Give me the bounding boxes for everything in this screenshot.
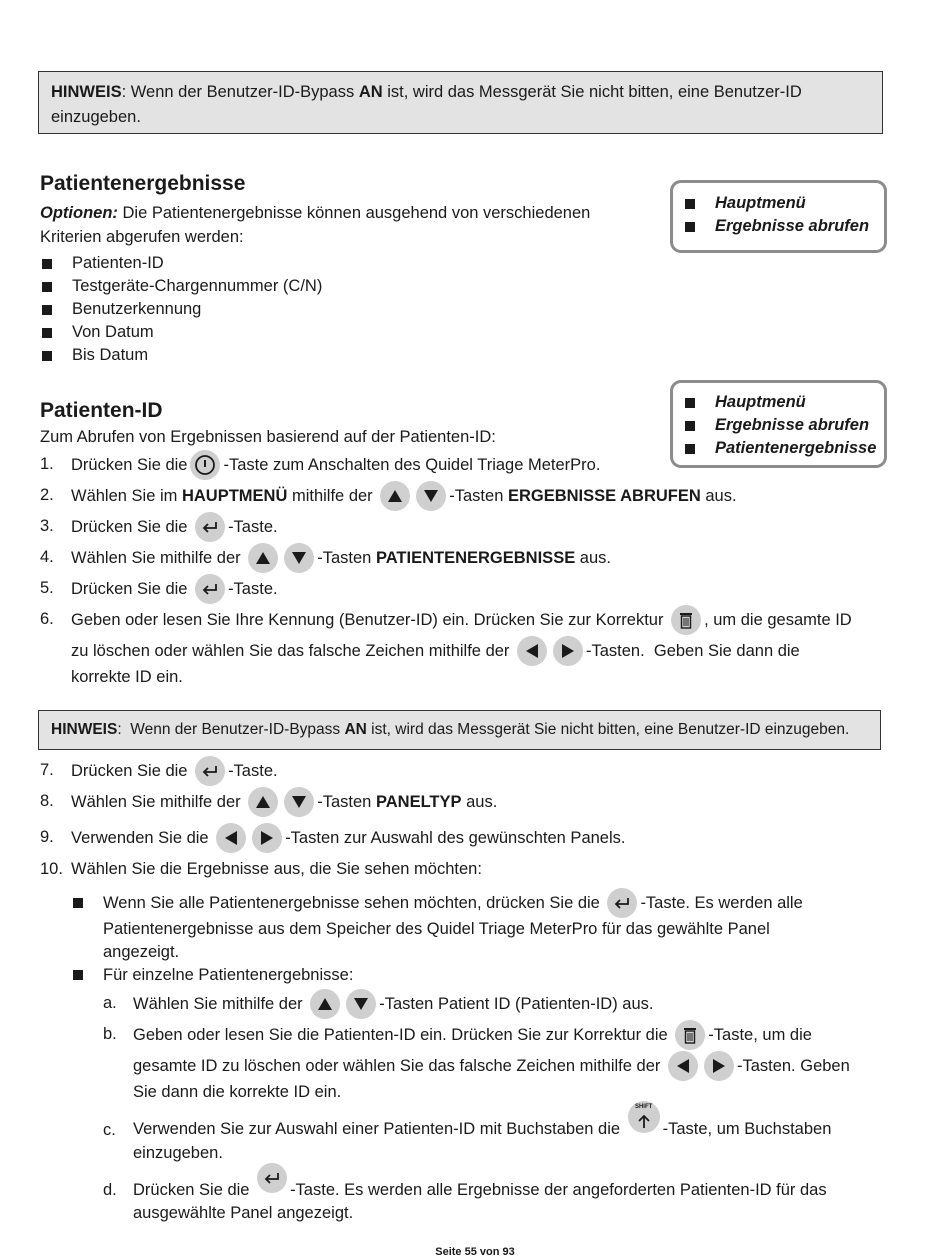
section-intro: Optionen: Die Patientenergebnisse können ausgehend von verschiedenen Kriterien abgerufen werden: [40,204,591,246]
note-text: ist, wird das Messgerät Sie nicht bitten, eine Benutzer-ID einzugeben. [366,721,850,738]
menu-path-box [670,180,887,253]
list-item: Von Datum [42,321,322,344]
enter-key-icon [607,888,637,918]
step-line: Drücken Sie die -Taste. [71,573,278,605]
up-arrow-key-icon [310,989,340,1019]
note-box-inline [38,710,881,750]
enter-key-icon [195,512,225,542]
up-arrow-key-icon [248,543,278,573]
right-arrow-key-icon [553,636,583,666]
bullet-line: angezeigt. [103,943,180,961]
step-line: Geben oder lesen Sie Ihre Kennung (Benutzer-ID) ein. Drücken Sie zur Korrektur , um die gesamte ID [71,604,852,636]
substep-letter: d. [103,1181,117,1199]
power-key-icon [190,450,220,480]
substep-letter: b. [103,1025,117,1043]
menu-path-item: Hauptmenü [685,391,872,414]
shift-key-icon: SHIFT [628,1101,660,1133]
substep-line: gesamte ID zu löschen oder wählen Sie das falsche Zeichen mithilfe der -Tasten. Geben [133,1050,850,1082]
section-title: Patienten-ID [40,399,163,422]
menu-path-box [670,380,887,468]
step-number: 3. [40,517,54,535]
left-arrow-key-icon [668,1051,698,1081]
note-text: : Wenn der Benutzer-ID-Bypass [121,83,359,101]
substep-letter: c. [103,1121,116,1139]
step-line: korrekte ID ein. [71,668,183,686]
note-label: HINWEIS [51,83,122,101]
substep-line: Drücken Sie die -Taste. Es werden alle Ergebnisse der angeforderten Patienten-ID für das [133,1164,827,1202]
step-number: 1. [40,455,54,473]
list-item: Bis Datum [42,344,322,367]
substep-line: Verwenden Sie zur Auswahl einer Patienten-ID mit Buchstaben die SHIFT -Taste, um Buchstaben [133,1105,831,1141]
substep-letter: a. [103,994,117,1012]
left-arrow-key-icon [216,823,246,853]
step-number: 9. [40,828,54,846]
step-number: 4. [40,548,54,566]
step-number: 5. [40,579,54,597]
step-line: Wählen Sie im HAUPTMENÜ mithilfe der -Tasten ERGEBNISSE ABRUFEN aus. [71,480,737,512]
down-arrow-key-icon [284,543,314,573]
note-text: ist, wird das Messgerät Sie nicht bitten, eine Benutzer-ID einzugeben. [51,83,802,126]
substep-line: Wählen Sie mithilfe der -Tasten Patient ID (Patienten-ID) aus. [133,988,653,1020]
step-line: Drücken Sie die -Taste. [71,511,278,543]
step-number: 6. [40,610,54,628]
bullet-square [73,970,83,980]
bullet-line: Wenn Sie alle Patientenergebnisse sehen möchten, drücken Sie die -Taste. Es werden alle [103,887,803,919]
step-line: Verwenden Sie die -Tasten zur Auswahl des gewünschten Panels. [71,822,625,854]
note-box-top [38,71,883,134]
bullet-line: Für einzelne Patientenergebnisse: [103,966,354,984]
down-arrow-key-icon [416,481,446,511]
trash-key-icon [675,1020,705,1050]
note-bold: AN [358,83,383,101]
step-number: 8. [40,792,54,810]
substep-line: Sie dann die korrekte ID ein. [133,1083,342,1101]
enter-key-icon [257,1163,287,1193]
step-line: Wählen Sie die Ergebnisse aus, die Sie sehen möchten: [71,860,482,878]
list-item: Patienten-ID [42,252,322,275]
substep-line: Geben oder lesen Sie die Patienten-ID ein. Drücken Sie zur Korrektur die -Taste, um die [133,1019,812,1051]
down-arrow-key-icon [284,787,314,817]
page-number: Seite 55 von 93 [435,1246,515,1258]
step-line: Drücken Sie die -Taste. [71,755,278,787]
step-line: zu löschen oder wählen Sie das falsche Zeichen mithilfe der -Tasten. Geben Sie dann die [71,635,800,667]
criteria-list [42,252,322,367]
menu-path-item: Ergebnisse abrufen [685,215,872,238]
enter-key-icon [195,574,225,604]
options-label: Optionen: [40,204,118,222]
substep-line: einzugeben. [133,1144,223,1162]
trash-key-icon [671,605,701,635]
section-intro: Zum Abrufen von Ergebnissen basierend auf der Patienten-ID: [40,428,496,446]
bullet-square [73,898,83,908]
up-arrow-key-icon [380,481,410,511]
note-label: HINWEIS [51,721,118,738]
right-arrow-key-icon [704,1051,734,1081]
menu-path-item: Ergebnisse abrufen [685,414,872,437]
right-arrow-key-icon [252,823,282,853]
note-text: : Wenn der Benutzer-ID-Bypass [117,721,345,738]
bullet-line: Patientenergebnisse aus dem Speicher des Quidel Triage MeterPro für das gewählte Panel [103,920,770,938]
menu-path-item: Patientenergebnisse [685,437,872,460]
step-line: Drücken Sie die -Taste zum Anschalten des Quidel Triage MeterPro. [71,449,600,481]
left-arrow-key-icon [517,636,547,666]
list-item: Benutzerkennung [42,298,322,321]
enter-key-icon [195,756,225,786]
down-arrow-key-icon [346,989,376,1019]
step-number: 10. [40,860,63,878]
list-item: Testgeräte-Chargennummer (C/N) [42,275,322,298]
step-line: Wählen Sie mithilfe der -Tasten PATIENTENERGEBNISSE aus. [71,542,611,574]
note-bold: AN [344,721,367,738]
substep-line: ausgewählte Panel angezeigt. [133,1204,354,1222]
step-number: 2. [40,486,54,504]
section-title: Patientenergebnisse [40,172,246,195]
step-number: 7. [40,761,54,779]
up-arrow-key-icon [248,787,278,817]
menu-path-item: Hauptmenü [685,192,872,215]
step-line: Wählen Sie mithilfe der -Tasten PANELTYP aus. [71,786,497,818]
